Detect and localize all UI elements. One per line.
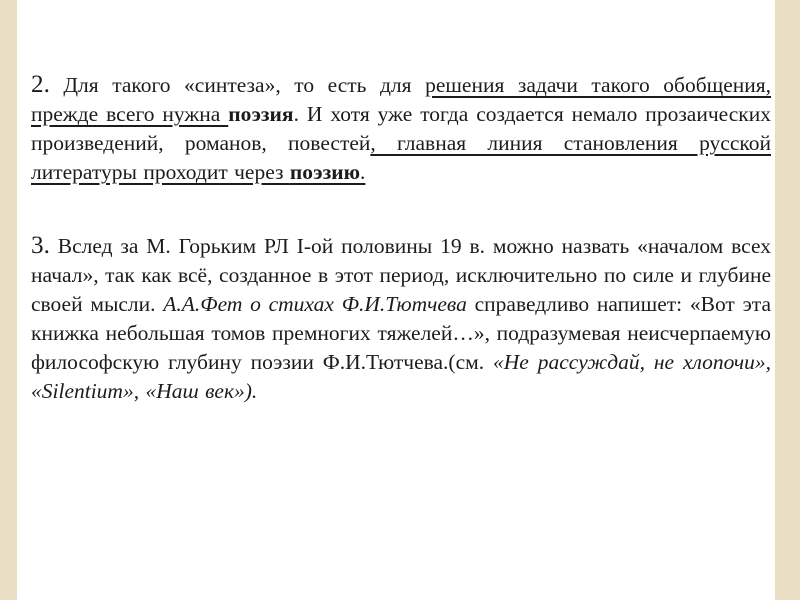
slide-text-block (31, 70, 771, 450)
text-segment-normal: . И хотя уже тогда создается немало прозаических произведений, романов, повестей (31, 102, 771, 155)
text-segment-underline: , главная линия становления русской литературы проходит через (31, 131, 771, 184)
text-segment-normal: Вслед за М. Горьким РЛ I-ой половины 19 в. можно назвать «началом всех начал», так как всё, созданное в этот период, исключительно по силе и глубине своей мысли. (31, 234, 771, 316)
text-segment-underline: . (360, 160, 366, 184)
text-segment-normal: Для такого «синтеза», то есть для (49, 73, 426, 97)
text-segment-normal: справедливо напишет: «Вот эта книжка небольшая томов премногих тяжелей…», подразумевая неисчерпаемую философскую глубину поэзии Ф.И.Тютчева.(см. (31, 292, 771, 374)
text-segment-underline: решения задачи такого обобщения, прежде всего нужна (31, 73, 772, 126)
text-segment-bold: поэзия (228, 102, 294, 126)
text-segment-italic: «Не рассуждай, не хлопочи», «Silentium», «Наш век»). (31, 350, 771, 403)
text-segment-number: 2. (31, 71, 50, 98)
slide-frame-left-strip (0, 0, 17, 600)
slide-frame-right-strip (775, 0, 800, 600)
text-segment-italic: А.А.Фет о стихах Ф.И.Тютчева (163, 292, 467, 316)
paragraph-2 (31, 70, 771, 187)
text-segment-number: 3. (31, 232, 50, 259)
paragraph-3 (31, 231, 771, 406)
text-segment-bold-underline: поэзию (289, 160, 361, 184)
